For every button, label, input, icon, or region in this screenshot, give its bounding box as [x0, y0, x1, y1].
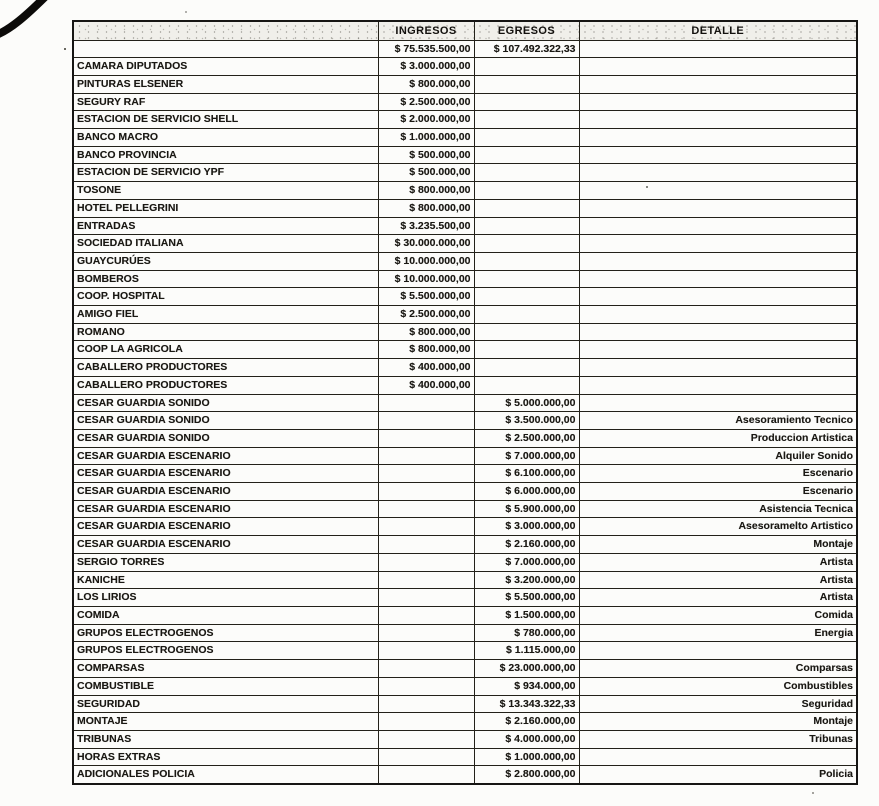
table-row-name-cell: CESAR GUARDIA ESCENARIO: [73, 536, 378, 554]
table-row-egresos-cell: $ 13.343.322,33: [474, 695, 579, 713]
table-row: [73, 553, 857, 571]
table-row-ingresos-cell: [378, 766, 474, 784]
table-row-egresos-cell: $ 5.500.000,00: [474, 589, 579, 607]
table-row-name-cell: GUAYCURÚES: [73, 252, 378, 270]
table-row-ingresos-cell: $ 400.000,00: [378, 376, 474, 394]
table-row-ingresos-cell: $ 1.000.000,00: [378, 129, 474, 147]
table-row: [73, 748, 857, 766]
table-row-ingresos-cell: [378, 429, 474, 447]
table-row-ingresos-cell: [378, 465, 474, 483]
table-row-name-cell: SEGURY RAF: [73, 93, 378, 111]
table-row-name-cell: ADICIONALES POLICIA: [73, 766, 378, 784]
table-row-egresos-cell: $ 3.200.000,00: [474, 571, 579, 589]
table-row-ingresos-cell: [378, 589, 474, 607]
table-row-detalle-cell: Produccion Artistica: [579, 429, 857, 447]
table-row-name-cell: CABALLERO PRODUCTORES: [73, 376, 378, 394]
table-row-ingresos-cell: $ 3.000.000,00: [378, 58, 474, 76]
table-row-name-cell: ROMANO: [73, 323, 378, 341]
table-row-egresos-cell: $ 7.000.000,00: [474, 447, 579, 465]
table-row-ingresos-cell: $ 500.000,00: [378, 164, 474, 182]
table-row-ingresos-cell: $ 3.235.500,00: [378, 217, 474, 235]
table-row-ingresos-cell: [378, 483, 474, 501]
table-row-name-cell: CESAR GUARDIA SONIDO: [73, 429, 378, 447]
table-row: [73, 199, 857, 217]
table-row-egresos-cell: $ 2.800.000,00: [474, 766, 579, 784]
table-row-detalle-cell: Asistencia Tecnica: [579, 500, 857, 518]
totals-row-ingresos-cell: $ 75.535.500,00: [378, 40, 474, 58]
table-row: [73, 677, 857, 695]
table-row-detalle-cell: Alquiler Sonido: [579, 447, 857, 465]
table-row-name-cell: BANCO PROVINCIA: [73, 146, 378, 164]
ledger-table: [72, 20, 858, 785]
table-row: [73, 93, 857, 111]
table-row-name-cell: ESTACION DE SERVICIO YPF: [73, 164, 378, 182]
table-row-ingresos-cell: [378, 695, 474, 713]
table-row-egresos-cell: $ 23.000.000,00: [474, 660, 579, 678]
table-row-detalle-cell: [579, 270, 857, 288]
table-row-detalle-cell: [579, 252, 857, 270]
scan-speck: [812, 792, 814, 794]
table-row-name-cell: LOS LIRIOS: [73, 589, 378, 607]
table-row: [73, 394, 857, 412]
table-row-ingresos-cell: [378, 660, 474, 678]
table-row-name-cell: KANICHE: [73, 571, 378, 589]
table-row-egresos-cell: $ 780.000,00: [474, 624, 579, 642]
table-row-name-cell: HORAS EXTRAS: [73, 748, 378, 766]
table-row-ingresos-cell: [378, 677, 474, 695]
table-row-ingresos-cell: [378, 713, 474, 731]
table-row-name-cell: CESAR GUARDIA ESCENARIO: [73, 518, 378, 536]
table-row-name-cell: CESAR GUARDIA SONIDO: [73, 394, 378, 412]
table-row: [73, 571, 857, 589]
table-row-detalle-cell: [579, 217, 857, 235]
table-row-egresos-cell: [474, 288, 579, 306]
table-row-egresos-cell: [474, 58, 579, 76]
table-row-ingresos-cell: $ 2.500.000,00: [378, 306, 474, 324]
table-row-detalle-cell: Seguridad: [579, 695, 857, 713]
table-row-name-cell: COMPARSAS: [73, 660, 378, 678]
table-row-name-cell: BOMBEROS: [73, 270, 378, 288]
table-row: [73, 217, 857, 235]
table-row-egresos-cell: [474, 376, 579, 394]
table-row-ingresos-cell: $ 800.000,00: [378, 341, 474, 359]
table-row-detalle-cell: Artista: [579, 589, 857, 607]
table-row-name-cell: PINTURAS ELSENER: [73, 75, 378, 93]
table-row-ingresos-cell: $ 2.500.000,00: [378, 93, 474, 111]
table-row-egresos-cell: [474, 182, 579, 200]
table-row: [73, 483, 857, 501]
header-egresos-cell: EGRESOS: [474, 21, 579, 40]
table-row-egresos-cell: [474, 146, 579, 164]
table-row-name-cell: GRUPOS ELECTROGENOS: [73, 624, 378, 642]
table-row: [73, 306, 857, 324]
table-row-egresos-cell: $ 3.500.000,00: [474, 412, 579, 430]
table-row-egresos-cell: [474, 252, 579, 270]
table-row-detalle-cell: [579, 394, 857, 412]
table-row-ingresos-cell: [378, 536, 474, 554]
table-row-egresos-cell: $ 1.115.000,00: [474, 642, 579, 660]
table-row-ingresos-cell: $ 5.500.000,00: [378, 288, 474, 306]
table-row-egresos-cell: [474, 217, 579, 235]
table-row-detalle-cell: [579, 164, 857, 182]
table-row-egresos-cell: [474, 270, 579, 288]
table-row-ingresos-cell: $ 10.000.000,00: [378, 252, 474, 270]
table-row: [73, 412, 857, 430]
table-row-detalle-cell: [579, 199, 857, 217]
scan-speck: [64, 48, 66, 50]
table-row-ingresos-cell: $ 400.000,00: [378, 359, 474, 377]
table-row-name-cell: GRUPOS ELECTROGENOS: [73, 642, 378, 660]
table-row-egresos-cell: $ 6.000.000,00: [474, 483, 579, 501]
table-row-detalle-cell: Policia: [579, 766, 857, 784]
table-row-detalle-cell: [579, 288, 857, 306]
table-body: [73, 40, 857, 784]
table-row-name-cell: CESAR GUARDIA SONIDO: [73, 412, 378, 430]
table-row-name-cell: MONTAJE: [73, 713, 378, 731]
header-detalle-cell: DETALLE: [579, 21, 857, 40]
table-row-egresos-cell: $ 4.000.000,00: [474, 730, 579, 748]
table-row-name-cell: BANCO MACRO: [73, 129, 378, 147]
table-row-ingresos-cell: $ 500.000,00: [378, 146, 474, 164]
table-row-ingresos-cell: $ 30.000.000,00: [378, 235, 474, 253]
table-row-detalle-cell: Montaje: [579, 713, 857, 731]
table-row-name-cell: ENTRADAS: [73, 217, 378, 235]
table-row-detalle-cell: Artista: [579, 553, 857, 571]
table-row-detalle-cell: Comida: [579, 607, 857, 625]
table-row: [73, 58, 857, 76]
scan-speck: [185, 11, 187, 13]
table-row: [73, 447, 857, 465]
table-row-ingresos-cell: [378, 748, 474, 766]
table-row-name-cell: COOP. HOSPITAL: [73, 288, 378, 306]
table-row-name-cell: CABALLERO PRODUCTORES: [73, 359, 378, 377]
table-row-egresos-cell: [474, 306, 579, 324]
table-row-ingresos-cell: $ 2.000.000,00: [378, 111, 474, 129]
table-row-detalle-cell: [579, 182, 857, 200]
table-row-name-cell: HOTEL PELLEGRINI: [73, 199, 378, 217]
table-row-ingresos-cell: $ 800.000,00: [378, 323, 474, 341]
table-row-name-cell: SOCIEDAD ITALIANA: [73, 235, 378, 253]
table-row-detalle-cell: Comparsas: [579, 660, 857, 678]
table-row-detalle-cell: Combustibles: [579, 677, 857, 695]
table-row-name-cell: TRIBUNAS: [73, 730, 378, 748]
table-row-egresos-cell: [474, 323, 579, 341]
table-row-detalle-cell: Asesoramiento Tecnico: [579, 412, 857, 430]
table-row-name-cell: CAMARA DIPUTADOS: [73, 58, 378, 76]
table-row-egresos-cell: $ 934.000,00: [474, 677, 579, 695]
table-row-detalle-cell: Tribunas: [579, 730, 857, 748]
table-row: [73, 642, 857, 660]
table-row: [73, 288, 857, 306]
table-row-detalle-cell: [579, 146, 857, 164]
header-entity-cell: [73, 21, 378, 40]
table-row-egresos-cell: [474, 164, 579, 182]
table-row-egresos-cell: $ 2.160.000,00: [474, 536, 579, 554]
table-row-detalle-cell: Asesoramelto Artistico: [579, 518, 857, 536]
table-row-name-cell: TOSONE: [73, 182, 378, 200]
table-row-detalle-cell: Energia: [579, 624, 857, 642]
table-row: [73, 164, 857, 182]
table-row-ingresos-cell: [378, 624, 474, 642]
table-row-ingresos-cell: [378, 571, 474, 589]
table-row: [73, 465, 857, 483]
table-row-detalle-cell: Artista: [579, 571, 857, 589]
table-row: [73, 518, 857, 536]
table-row-name-cell: CESAR GUARDIA ESCENARIO: [73, 500, 378, 518]
table-row-name-cell: CESAR GUARDIA ESCENARIO: [73, 483, 378, 501]
table-row-ingresos-cell: [378, 730, 474, 748]
table-row-egresos-cell: [474, 341, 579, 359]
table-row: [73, 111, 857, 129]
table-row-detalle-cell: [579, 235, 857, 253]
table-row: [73, 376, 857, 394]
table-row-detalle-cell: [579, 341, 857, 359]
table-row: [73, 75, 857, 93]
table-row-egresos-cell: $ 3.000.000,00: [474, 518, 579, 536]
table-row-detalle-cell: [579, 58, 857, 76]
table-row: [73, 341, 857, 359]
table-row: [73, 252, 857, 270]
table-row-detalle-cell: [579, 748, 857, 766]
table-row: [73, 730, 857, 748]
table-row: [73, 129, 857, 147]
table-row-egresos-cell: [474, 199, 579, 217]
table-row: [73, 429, 857, 447]
table-row-name-cell: COMIDA: [73, 607, 378, 625]
table-row-ingresos-cell: $ 10.000.000,00: [378, 270, 474, 288]
table-row: [73, 607, 857, 625]
table-row-egresos-cell: [474, 75, 579, 93]
table-row-ingresos-cell: $ 800.000,00: [378, 199, 474, 217]
table-row-egresos-cell: $ 5.900.000,00: [474, 500, 579, 518]
table-row-ingresos-cell: [378, 642, 474, 660]
table-row: [73, 695, 857, 713]
table-row: [73, 235, 857, 253]
table-row-ingresos-cell: [378, 553, 474, 571]
totals-row-name-cell: [73, 40, 378, 58]
table-row-detalle-cell: Montaje: [579, 536, 857, 554]
table-row: [73, 270, 857, 288]
table-row-detalle-cell: [579, 306, 857, 324]
table-row-name-cell: AMIGO FIEL: [73, 306, 378, 324]
table-row-egresos-cell: $ 2.500.000,00: [474, 429, 579, 447]
totals-row-egresos-cell: $ 107.492.322,33: [474, 40, 579, 58]
totals-row-detalle-cell: [579, 40, 857, 58]
table-row-egresos-cell: [474, 93, 579, 111]
header-ingresos-cell: INGRESOS: [378, 21, 474, 40]
table-row-egresos-cell: $ 1.500.000,00: [474, 607, 579, 625]
table-row-detalle-cell: [579, 93, 857, 111]
table-row-ingresos-cell: [378, 394, 474, 412]
table-row-egresos-cell: $ 2.160.000,00: [474, 713, 579, 731]
table-row-name-cell: SERGIO TORRES: [73, 553, 378, 571]
table-row-name-cell: CESAR GUARDIA ESCENARIO: [73, 465, 378, 483]
table-row-detalle-cell: [579, 359, 857, 377]
totals-row: [73, 40, 857, 58]
table-row-name-cell: COOP LA AGRICOLA: [73, 341, 378, 359]
table-row: [73, 713, 857, 731]
table-row-name-cell: COMBUSTIBLE: [73, 677, 378, 695]
table-row-detalle-cell: [579, 376, 857, 394]
table-row-egresos-cell: $ 7.000.000,00: [474, 553, 579, 571]
table-row-detalle-cell: Escenario: [579, 465, 857, 483]
table-row-egresos-cell: $ 1.000.000,00: [474, 748, 579, 766]
table-row-egresos-cell: [474, 359, 579, 377]
table-row-ingresos-cell: [378, 447, 474, 465]
table-row-name-cell: SEGURIDAD: [73, 695, 378, 713]
table-row-egresos-cell: [474, 129, 579, 147]
table-row-ingresos-cell: [378, 518, 474, 536]
table-row: [73, 660, 857, 678]
table-row-detalle-cell: [579, 111, 857, 129]
table-row: [73, 536, 857, 554]
table-row-detalle-cell: [579, 75, 857, 93]
table-row: [73, 182, 857, 200]
table-row-ingresos-cell: [378, 607, 474, 625]
pen-stroke-mark: [0, 0, 60, 44]
table-row-detalle-cell: Escenario: [579, 483, 857, 501]
table-row: [73, 624, 857, 642]
table-row-egresos-cell: [474, 235, 579, 253]
header-row: [73, 21, 857, 40]
table-row-name-cell: ESTACION DE SERVICIO SHELL: [73, 111, 378, 129]
table-row: [73, 146, 857, 164]
table-row: [73, 766, 857, 784]
table-row: [73, 323, 857, 341]
table-row-ingresos-cell: [378, 412, 474, 430]
table-row-name-cell: CESAR GUARDIA ESCENARIO: [73, 447, 378, 465]
table-row: [73, 500, 857, 518]
table-row-ingresos-cell: $ 800.000,00: [378, 182, 474, 200]
table-row: [73, 589, 857, 607]
table-row-detalle-cell: [579, 323, 857, 341]
table-row-ingresos-cell: $ 800.000,00: [378, 75, 474, 93]
table-row-ingresos-cell: [378, 500, 474, 518]
table-row: [73, 359, 857, 377]
table-row-egresos-cell: $ 5.000.000,00: [474, 394, 579, 412]
table-row-detalle-cell: [579, 642, 857, 660]
table-row-egresos-cell: [474, 111, 579, 129]
table-row-detalle-cell: [579, 129, 857, 147]
table-row-egresos-cell: $ 6.100.000,00: [474, 465, 579, 483]
